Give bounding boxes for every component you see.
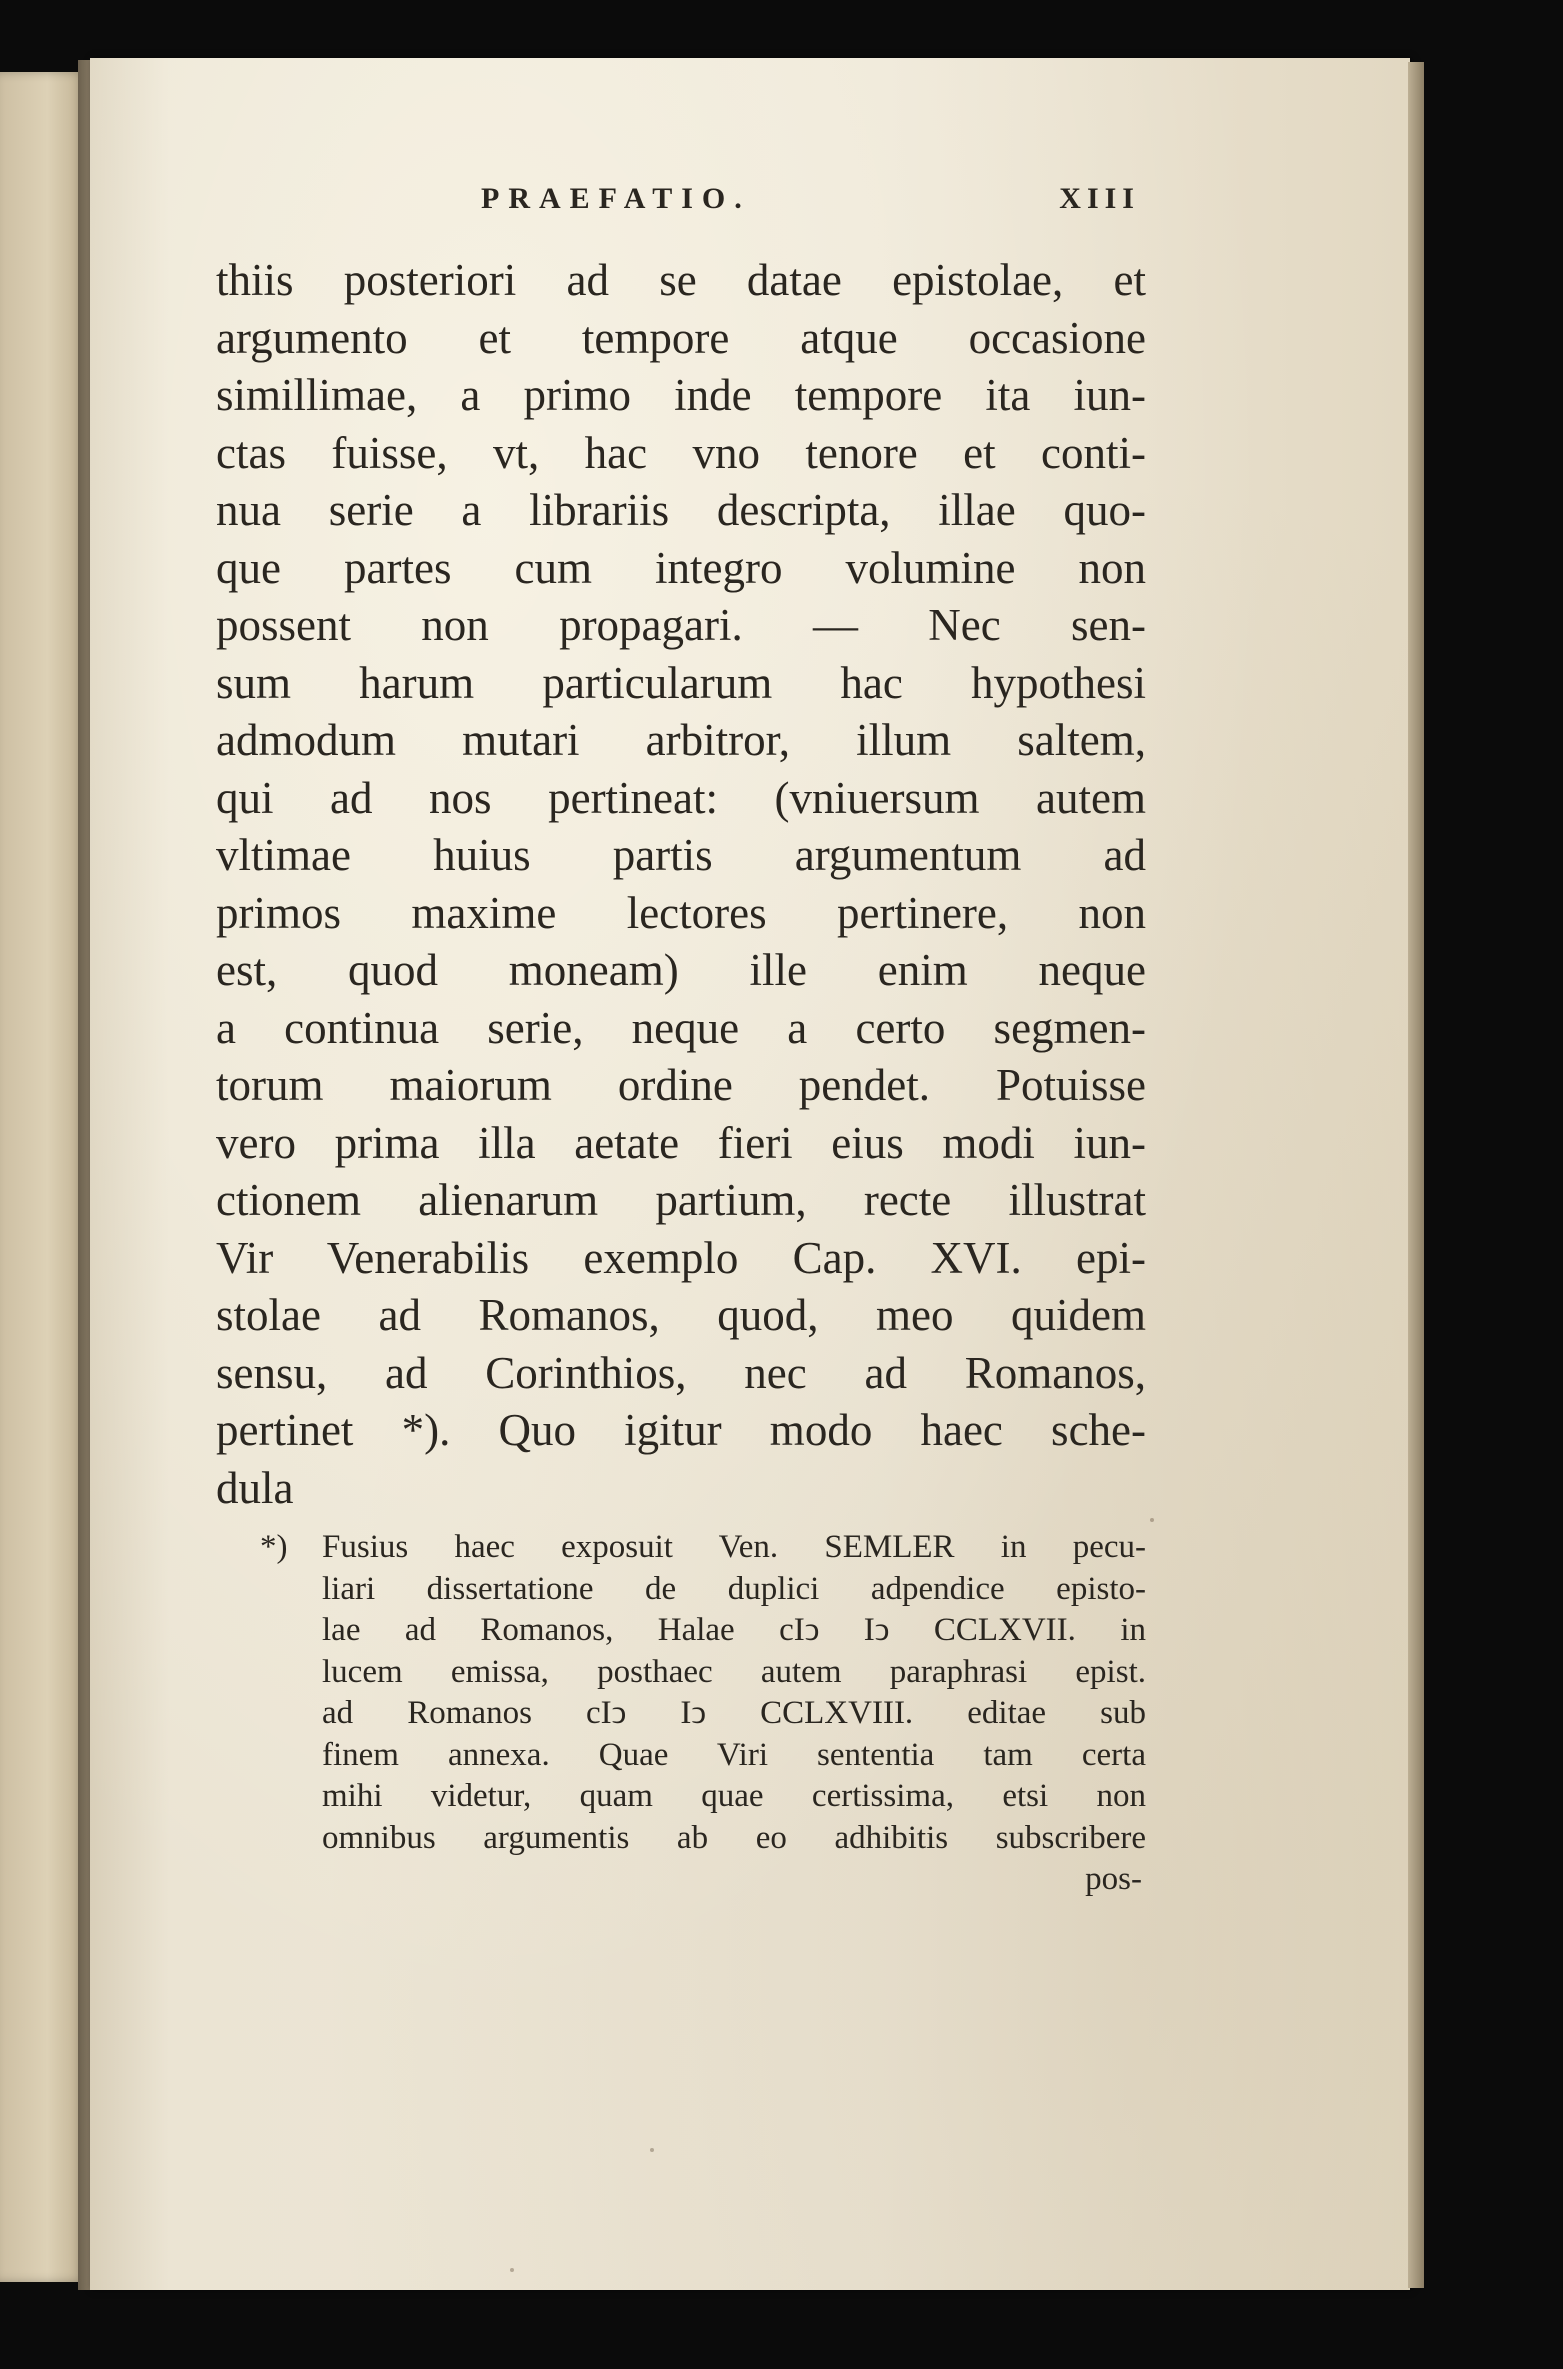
paper-speck [1150,1518,1154,1522]
body-line: ctas fuisse, vt, hac vno tenore et conti- [216,427,1146,478]
body-line: qui ad nos pertineat: (vniuersum autem [216,772,1146,823]
left-page-edge [0,72,86,2282]
footnote-line: omnibus argumentis ab eo adhibitis subscribere [322,1819,1146,1856]
body-line: stolae ad Romanos, quod, meo quidem [216,1290,1146,1340]
page-fore-edge [1408,62,1424,2288]
body-line: torum maiorum ordine pendet. Potuisse [216,1060,1146,1110]
paper-speck [650,2148,654,2152]
body-line: pertinet *). Quo igitur modo haec sche- [216,1405,1146,1455]
footnote-lines [322,1527,1146,1901]
body-line: primos maxime lectores pertinere, non [216,887,1146,938]
body-line: que partes cum integro volumine non [216,542,1146,593]
footnote-line: liari dissertatione de duplici adpendice episto- [322,1570,1146,1607]
body-line: nua serie a librariis descripta, illae quo- [216,485,1146,535]
body-line: ctionem alienarum partium, recte illustrat [216,1175,1146,1225]
text-block [216,180,1146,1901]
footnote-line: lucem emissa, posthaec autem paraphrasi epist. [322,1653,1146,1690]
footnote-catchword: pos- [1085,1861,1142,1897]
body-line: thiis posteriori ad se datae epistolae, et [216,255,1146,305]
body-line: Vir Venerabilis exemplo Cap. XVI. epi- [216,1232,1146,1283]
body-text [216,252,1146,1517]
body-line: sensu, ad Corinthios, nec ad Romanos, [216,1347,1146,1398]
body-line: admodum mutari arbitror, illum saltem, [216,715,1146,765]
running-head [216,180,1146,240]
footnote [216,1527,1146,1901]
body-line: est, quod moneam) ille enim neque [216,945,1146,995]
body-line: possent non propagari. — Nec sen- [216,600,1146,650]
footnote-line: lae ad Romanos, Halae cIↄ Iↄ CCLXVII. in [322,1612,1146,1648]
body-line: sum harum particularum hac hypothesi [216,657,1146,708]
body-line: vltimae huius partis argumentum ad [216,830,1146,880]
footnote-line: mihi videtur, quam quae certissima, etsi non [322,1778,1146,1814]
footnote-line: Fusius haec exposuit Ven. SEMLER in pecu- [322,1529,1146,1565]
footnote-line: finem annexa. Quae Viri sententia tam certa [322,1736,1146,1773]
running-head-title: PRAEFATIO. [481,182,751,215]
page-number: XIII [1059,182,1140,215]
body-line: argumento et tempore atque occasione [216,312,1146,363]
footnote-line: ad Romanos cIↄ Iↄ CCLXVIII. editae sub [322,1695,1146,1731]
footnote-mark: *) [260,1529,288,1565]
paper-speck [510,2268,514,2272]
body-line: a continua serie, neque a certo segmen- [216,1002,1146,1053]
body-line: vero prima illa aetate fieri eius modi iun- [216,1117,1146,1168]
body-line: simillimae, a primo inde tempore ita iun- [216,370,1146,420]
catchword: dula [216,1462,294,1513]
